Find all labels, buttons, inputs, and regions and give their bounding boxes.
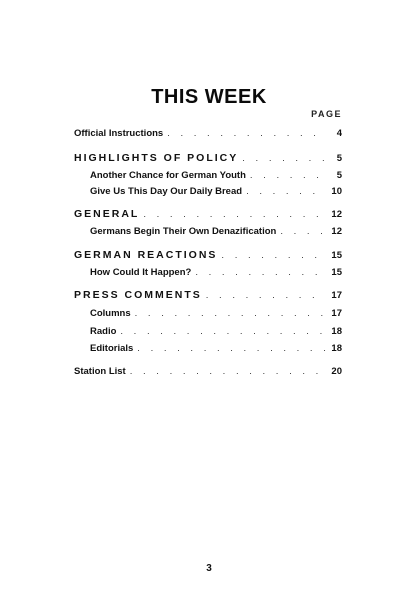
toc-entry-denazification	[90, 226, 342, 242]
toc-entry-official-instructions	[74, 128, 342, 144]
toc-entry-page: 5	[336, 153, 342, 164]
toc-entry-page: 12	[331, 209, 342, 220]
toc-entry-label: Official Instructions	[74, 128, 164, 139]
dot-leader	[242, 153, 326, 164]
dot-leader	[250, 170, 326, 181]
toc-section-label: PRESS COMMENTS	[74, 289, 202, 301]
page-column-label: PAGE	[311, 109, 342, 119]
toc-entry-daily-bread	[90, 186, 342, 202]
toc-entry-page: 12	[331, 226, 342, 237]
dot-leader	[246, 186, 326, 197]
toc-section-label: HIGHLIGHTS OF POLICY	[74, 152, 239, 164]
toc-entry-label: Columns	[90, 308, 131, 319]
toc-entry-page: 15	[331, 267, 342, 278]
toc-entry-label: Radio	[90, 326, 117, 337]
toc-entry-radio	[90, 326, 342, 342]
page-title: THIS WEEK	[151, 86, 267, 108]
toc-entry-page: 17	[331, 290, 342, 301]
dot-leader	[137, 343, 326, 354]
dot-leader	[195, 267, 326, 278]
toc-entry-another-chance	[90, 170, 342, 186]
toc-entry-page: 20	[331, 366, 342, 377]
toc-entry-label: Germans Begin Their Own Denazification	[90, 226, 277, 237]
dot-leader	[206, 290, 326, 301]
toc-section-highlights-of-policy	[74, 152, 342, 168]
toc-entry-label: Another Chance for German Youth	[90, 170, 246, 181]
toc-entry-page: 17	[331, 308, 342, 319]
dot-leader	[167, 128, 326, 139]
toc-section-label: GERMAN REACTIONS	[74, 249, 218, 261]
toc-entry-page: 18	[331, 326, 342, 337]
toc-section-general	[74, 208, 342, 224]
toc-entry-how-could-it-happen	[90, 267, 342, 283]
toc-entry-label: How Could It Happen?	[90, 267, 192, 278]
dot-leader	[135, 308, 326, 319]
dot-leader	[221, 250, 326, 261]
dot-leader	[280, 226, 326, 237]
toc-entry-label: Give Us This Day Our Daily Bread	[90, 186, 243, 197]
toc-section-german-reactions	[74, 249, 342, 265]
toc-entry-columns	[90, 308, 342, 324]
dot-leader	[130, 366, 326, 377]
toc-entry-label: Station List	[74, 366, 126, 377]
toc-entry-editorials	[90, 343, 342, 359]
toc-entry-station-list	[74, 366, 342, 382]
dot-leader	[120, 326, 326, 337]
toc-entry-label: Editorials	[90, 343, 134, 354]
toc-section-press-comments	[74, 289, 342, 305]
toc-entry-page: 15	[331, 250, 342, 261]
page-number: 3	[206, 563, 212, 574]
toc-section-label: GENERAL	[74, 208, 140, 220]
toc-entry-page: 18	[331, 343, 342, 354]
toc-entry-page: 5	[336, 170, 342, 181]
dot-leader	[143, 209, 326, 220]
toc-entry-page: 10	[331, 186, 342, 197]
toc-entry-page: 4	[336, 128, 342, 139]
